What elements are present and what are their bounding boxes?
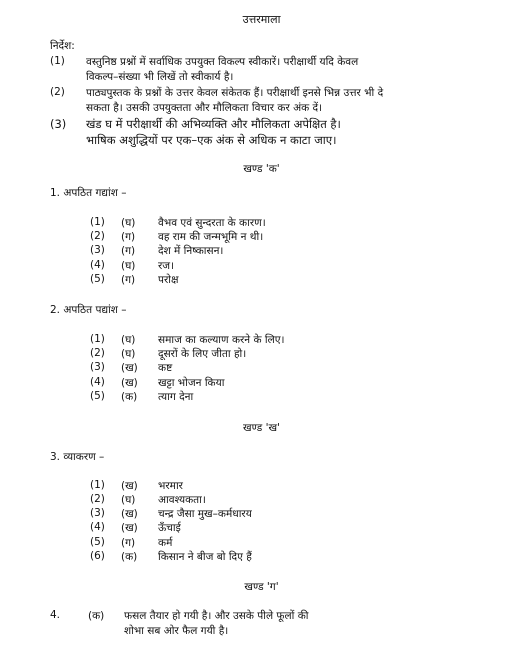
q2-row-5-number: (5)	[90, 390, 105, 402]
q3-row-2-option: (घ)	[121, 494, 136, 506]
q2-row-4-number: (4)	[90, 376, 105, 388]
q1-row-2-answer: वह राम की जन्मभूमि न थी।	[158, 231, 264, 243]
q3-row-4-option: (ख)	[121, 522, 138, 534]
q1-row-5-answer: परोक्ष	[158, 274, 179, 286]
q4-answer-line-2: शोभा सब ओर फैल गयी है।	[124, 625, 229, 637]
q2-row-1-answer: समाज का कल्याण करने के लिए।	[158, 334, 285, 346]
q3-row-5-answer: कर्म	[158, 537, 173, 549]
instruction-2-number: (2)	[50, 86, 65, 98]
page-title: उत्तरमाला	[242, 13, 281, 26]
q3-row-3-option: (ख)	[121, 508, 138, 520]
q1-row-4-answer: रज।	[158, 260, 175, 272]
q1-row-2-number: (2)	[90, 230, 105, 242]
q2-row-2-answer: दूसरों के लिए जीता हो।	[158, 348, 247, 360]
q3-row-1-number: (1)	[90, 479, 105, 491]
q3-row-1-answer: भरमार	[158, 480, 183, 492]
q3-row-4-answer: ऊँचाई	[158, 522, 181, 534]
q1-row-1-answer: वैभव एवं सुन्दरता के कारण।	[158, 217, 266, 229]
q1-row-3-option: (ग)	[121, 245, 136, 257]
q3-row-4-number: (4)	[90, 521, 105, 533]
q2-row-3-answer: कष्ट	[158, 362, 173, 374]
instructions-heading: निर्देश:	[50, 40, 75, 52]
q2-row-3-option: (ख)	[121, 362, 138, 374]
q1-row-3-number: (3)	[90, 244, 105, 256]
section-kha-heading: खण्ड 'ख'	[243, 422, 280, 434]
instruction-1-line-1: वस्तुनिष्ठ प्रश्नों में सर्वाधिक उपयुक्त विकल्प स्वीकारें। परीक्षार्थी यदि केवल	[86, 56, 359, 68]
q2-row-1-number: (1)	[90, 333, 105, 345]
instruction-1-line-2: विकल्प–संख्या भी लिखें तो स्वीकार्य है।	[86, 71, 234, 83]
q4-option: (क)	[88, 610, 105, 622]
instruction-3-line-1: खंड घ में परीक्षार्थी की अभिव्यक्ति और मौलिकता अपेक्षित है।	[86, 117, 341, 131]
q2-row-4-answer: खट्टा भोजन किया	[158, 377, 225, 389]
instruction-3-line-2: भाषिक अशुद्धियों पर एक–एक अंक से अधिक न काटा जाए।	[86, 133, 337, 147]
q1-row-4-number: (4)	[90, 259, 105, 271]
q3-row-6-number: (6)	[90, 550, 105, 562]
q1-row-5-option: (ग)	[121, 274, 136, 286]
q3-row-3-answer: चन्द्र जैसा मुख–कर्मधारय	[158, 508, 252, 520]
q1-row-1-number: (1)	[90, 216, 105, 228]
instruction-2-line-2: सकता है। उसकी उपयुक्तता और मौलिकता विचार कर अंक दें।	[86, 102, 323, 114]
instruction-3-number: (3)	[50, 117, 67, 131]
q3-row-6-answer: किसान ने बीज बो दिए हैं	[158, 551, 252, 563]
q3-row-5-number: (5)	[90, 536, 105, 548]
q1-row-5-number: (5)	[90, 273, 105, 285]
q2-row-2-option: (घ)	[121, 348, 136, 360]
q2-row-4-option: (ख)	[121, 377, 138, 389]
q3-row-2-number: (2)	[90, 493, 105, 505]
q3-row-5-option: (ग)	[121, 537, 136, 549]
q4-answer-line-1: फसल तैयार हो गयी है। और उसके पीले फूलों की	[124, 610, 309, 622]
instruction-1-number: (1)	[50, 55, 65, 67]
section-ga-heading: खण्ड 'ग'	[244, 581, 279, 593]
q1-row-2-option: (ग)	[121, 231, 136, 243]
q1-row-1-option: (घ)	[121, 217, 136, 229]
q1-row-4-option: (घ)	[121, 260, 136, 272]
instruction-2-line-1: पाठ्यपुस्तक के प्रश्नों के उत्तर केवल संकेतक हैं। परीक्षार्थी इनसे भिन्न उत्तर भी दे	[86, 87, 384, 99]
q1-row-3-answer: देश में निष्कासन।	[158, 245, 224, 257]
q3-row-1-option: (ख)	[121, 480, 138, 492]
q3-row-3-number: (3)	[90, 507, 105, 519]
q2-row-5-answer: त्याग देना	[158, 391, 194, 403]
q2-row-3-number: (3)	[90, 361, 105, 373]
q2-heading: 2. अपठित पद्यांश –	[50, 304, 127, 316]
q1-heading: 1. अपठित गद्यांश –	[50, 187, 127, 199]
q3-row-6-option: (क)	[121, 551, 138, 563]
q2-row-1-option: (घ)	[121, 334, 136, 346]
q2-row-2-number: (2)	[90, 347, 105, 359]
q3-heading: 3. व्याकरण –	[50, 451, 105, 463]
q3-row-2-answer: आवश्यकता।	[158, 494, 206, 506]
q4-number: 4.	[50, 609, 61, 621]
q2-row-5-option: (क)	[121, 391, 138, 403]
section-ka-heading: खण्ड 'क'	[243, 163, 280, 175]
